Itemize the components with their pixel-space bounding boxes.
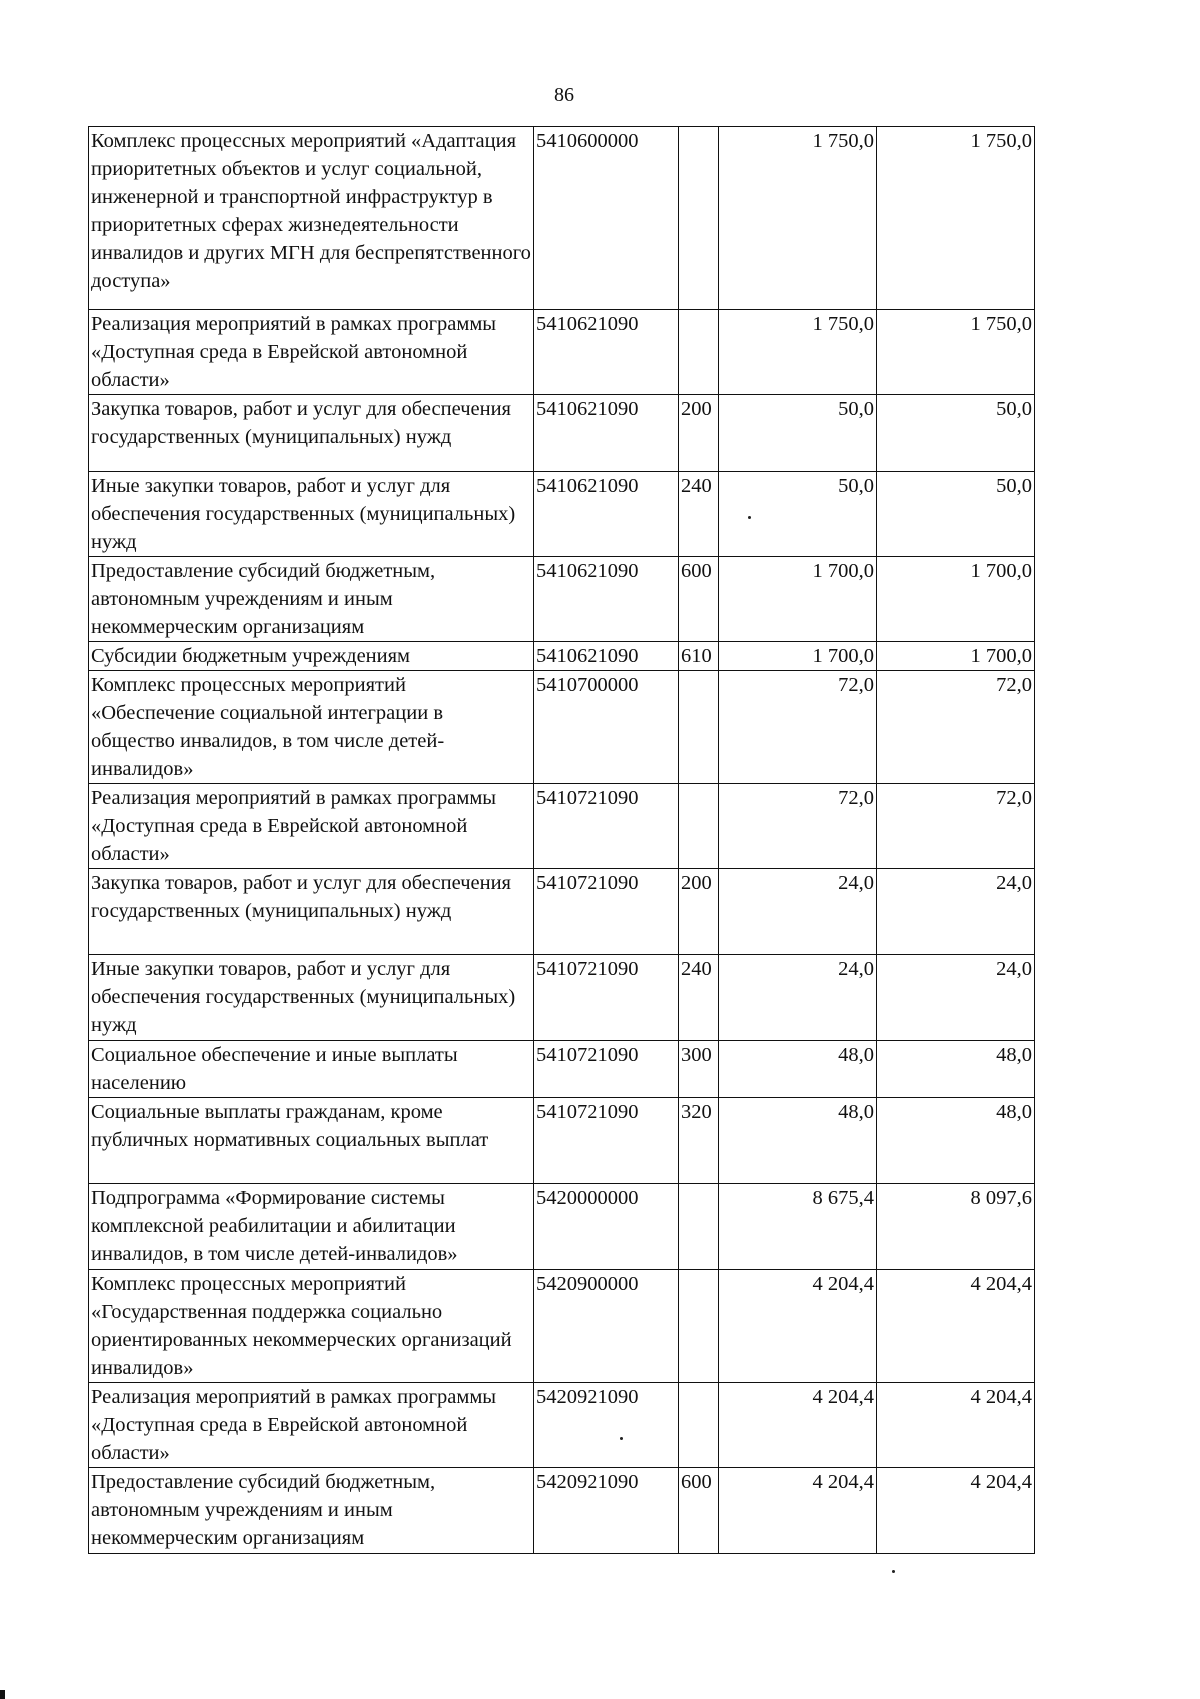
row-name: Комплекс процессных мероприятий «Обеспечение социальной интеграции в общество инвалидов, в том числе детей-инвалидов» — [89, 671, 534, 784]
row-code: 5420000000 — [534, 1184, 679, 1270]
row-value-1: 50,0 — [719, 472, 877, 557]
row-code: 5410621090 — [534, 472, 679, 557]
row-code: 5420900000 — [534, 1270, 679, 1383]
row-value-1: 1 750,0 — [719, 310, 877, 395]
table-row — [89, 869, 1035, 955]
row-value-1: 1 700,0 — [719, 642, 877, 671]
row-value-1: 48,0 — [719, 1041, 877, 1098]
row-value-2: 50,0 — [877, 472, 1035, 557]
row-value-1: 1 700,0 — [719, 557, 877, 642]
row-name: Субсидии бюджетным учреждениям — [89, 642, 534, 671]
row-expense-type: 300 — [679, 1041, 719, 1098]
row-name: Реализация мероприятий в рамках программы «Доступная среда в Еврейской автономной области» — [89, 784, 534, 869]
row-code: 5410621090 — [534, 557, 679, 642]
row-name: Закупка товаров, работ и услуг для обеспечения государственных (муниципальных) нужд — [89, 869, 534, 955]
row-expense-type: 600 — [679, 557, 719, 642]
row-expense-type: 200 — [679, 395, 719, 472]
table-row — [89, 127, 1035, 310]
row-code: 5410621090 — [534, 642, 679, 671]
scan-speck — [892, 1570, 895, 1573]
row-code: 5410621090 — [534, 310, 679, 395]
row-value-2: 72,0 — [877, 784, 1035, 869]
row-value-2: 1 700,0 — [877, 557, 1035, 642]
budget-table — [88, 126, 1035, 1554]
table-row — [89, 642, 1035, 671]
row-value-2: 4 204,4 — [877, 1270, 1035, 1383]
row-value-1: 8 675,4 — [719, 1184, 877, 1270]
row-expense-type: 240 — [679, 955, 719, 1041]
table-row — [89, 1468, 1035, 1554]
row-expense-type: 320 — [679, 1098, 719, 1184]
row-value-2: 4 204,4 — [877, 1383, 1035, 1468]
scan-speck — [620, 1437, 623, 1440]
row-value-2: 1 700,0 — [877, 642, 1035, 671]
row-expense-type: 240 — [679, 472, 719, 557]
row-expense-type — [679, 671, 719, 784]
row-expense-type — [679, 310, 719, 395]
row-name: Иные закупки товаров, работ и услуг для обеспечения государственных (муниципальных) нужд — [89, 955, 534, 1041]
row-value-2: 1 750,0 — [877, 127, 1035, 310]
row-name: Реализация мероприятий в рамках программы «Доступная среда в Еврейской автономной области» — [89, 310, 534, 395]
row-value-2: 24,0 — [877, 955, 1035, 1041]
table-row — [89, 472, 1035, 557]
row-code: 5420921090 — [534, 1468, 679, 1554]
row-value-1: 48,0 — [719, 1098, 877, 1184]
row-value-1: 1 750,0 — [719, 127, 877, 310]
row-name: Предоставление субсидий бюджетным, автономным учреждениям и иным некоммерческим организациям — [89, 1468, 534, 1554]
row-value-1: 72,0 — [719, 671, 877, 784]
scan-speck — [748, 516, 751, 519]
row-name: Реализация мероприятий в рамках программы «Доступная среда в Еврейской автономной области» — [89, 1383, 534, 1468]
row-expense-type: 200 — [679, 869, 719, 955]
row-value-2: 8 097,6 — [877, 1184, 1035, 1270]
row-value-2: 48,0 — [877, 1098, 1035, 1184]
row-value-1: 4 204,4 — [719, 1468, 877, 1554]
row-code: 5410721090 — [534, 869, 679, 955]
row-code: 5410700000 — [534, 671, 679, 784]
row-code: 5410621090 — [534, 395, 679, 472]
row-name: Комплекс процессных мероприятий «Адаптация приоритетных объектов и услуг социальной, инженерной и транспортной инфраструктур в приоритетных сферах жизнедеятельности инвалидов и других МГН для беспрепятственного доступа» — [89, 127, 534, 310]
table-row — [89, 1098, 1035, 1184]
row-code: 5410721090 — [534, 955, 679, 1041]
row-expense-type — [679, 784, 719, 869]
row-name: Предоставление субсидий бюджетным, автономным учреждениям и иным некоммерческим организациям — [89, 557, 534, 642]
row-value-1: 24,0 — [719, 869, 877, 955]
row-name: Закупка товаров, работ и услуг для обеспечения государственных (муниципальных) нужд — [89, 395, 534, 472]
row-expense-type — [679, 1383, 719, 1468]
row-code: 5420921090 — [534, 1383, 679, 1468]
row-value-2: 4 204,4 — [877, 1468, 1035, 1554]
row-value-2: 24,0 — [877, 869, 1035, 955]
row-code: 5410721090 — [534, 784, 679, 869]
page-number: 86 — [554, 84, 574, 106]
row-code: 5410721090 — [534, 1041, 679, 1098]
row-value-1: 50,0 — [719, 395, 877, 472]
row-expense-type — [679, 127, 719, 310]
table-row — [89, 395, 1035, 472]
table-row — [89, 1270, 1035, 1383]
table-row — [89, 1383, 1035, 1468]
table-row — [89, 310, 1035, 395]
row-expense-type: 610 — [679, 642, 719, 671]
row-value-2: 72,0 — [877, 671, 1035, 784]
table-row — [89, 1041, 1035, 1098]
row-value-2: 1 750,0 — [877, 310, 1035, 395]
row-value-1: 24,0 — [719, 955, 877, 1041]
table-row — [89, 1184, 1035, 1270]
scan-edge-mark — [0, 1690, 5, 1699]
row-value-1: 72,0 — [719, 784, 877, 869]
row-name: Социальное обеспечение и иные выплаты населению — [89, 1041, 534, 1098]
row-name: Подпрограмма «Формирование системы комплексной реабилитации и абилитации инвалидов, в том числе детей-инвалидов» — [89, 1184, 534, 1270]
row-name: Социальные выплаты гражданам, кроме публичных нормативных социальных выплат — [89, 1098, 534, 1184]
row-value-2: 48,0 — [877, 1041, 1035, 1098]
row-name: Иные закупки товаров, работ и услуг для обеспечения государственных (муниципальных) нужд — [89, 472, 534, 557]
row-value-1: 4 204,4 — [719, 1270, 877, 1383]
row-value-2: 50,0 — [877, 395, 1035, 472]
table-row — [89, 671, 1035, 784]
table-row — [89, 955, 1035, 1041]
row-expense-type: 600 — [679, 1468, 719, 1554]
row-code: 5410600000 — [534, 127, 679, 310]
row-value-1: 4 204,4 — [719, 1383, 877, 1468]
row-code: 5410721090 — [534, 1098, 679, 1184]
row-name: Комплекс процессных мероприятий «Государственная поддержка социально ориентированных некоммерческих организаций инвалидов» — [89, 1270, 534, 1383]
row-expense-type — [679, 1184, 719, 1270]
table-row — [89, 557, 1035, 642]
row-expense-type — [679, 1270, 719, 1383]
table-row — [89, 784, 1035, 869]
